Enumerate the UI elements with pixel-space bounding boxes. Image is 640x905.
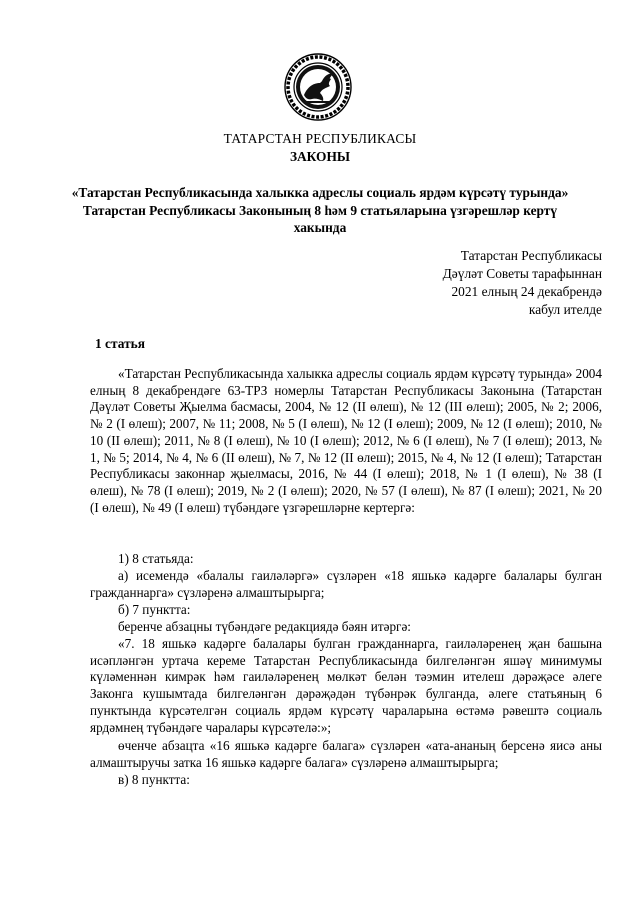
quoted-paragraph: «7. 18 яшькә кадәрге балалары булган гражданнарга, гаиләләренең җан башына исәпләнгән уртача кереме Татарстан Республикасында билгеләнгән яшәү минимумы күләменнән кимрәк һәм гаиләләренең мөлкәт белән тәэмин ителеш дәрәҗәсе әлеге Законга кушымтада билгеләнгән дәрәҗәдән түбәнрәк булганда, әлеге статьяның 6 пунктында күрсәтелгән социаль ярдәм күрсәтү чараларына өстәмә рәвештә социаль ярдәмнең түбәндәге чаралары күрсәтелә:»; bbox=[90, 636, 602, 735]
list-item: 1) 8 статьяда: bbox=[118, 551, 194, 566]
document-title bbox=[0, 184, 640, 237]
adoption-line: Татарстан Республикасы bbox=[460, 248, 602, 263]
list-item: беренче абзацны түбәндәге редакциядә бәян итәргә: bbox=[118, 619, 411, 634]
paragraph: «Татарстан Республикасында халыкка адреслы социаль ярдәм күрсәтү турында» 2004 елның 8 декабрендәге 63-ТРЗ номерлы Татарстан Республикасы Законына (Татарстан Дәүләт Советы Җыелма басмасы, 2004, № 12 (II өлеш), № 12 (III өлеш); 2005, № 2; 2006, № 2 (I өлеш); 2007, № 11; 2008, № 5 (I өлеш), № 12 (I өлеш); 2009, № 12 (I өлеш); 2010, № 10 (II өлеш); 2011, № 8 (I өлеш), № 10 (I өлеш); 2012, № 6 (I өлеш), № 7 (I өлеш); 2013, № 1, № 5; 2014, № 4, № 6 (II өлеш), № 7, № 12 (II өлеш); 2015, № 4, № 12 (I өлеш); Татарстан Республикасы законнар җыелмасы, 2016, № 44 (I өлеш); 2018, № 1 (I өлеш), № 38 (I өлеш), № 78 (I өлеш); 2019, № 2 (I өлеш); 2020, № 57 (I өлеш), № 87 (I өлеш); 2021, № 20 (I өлеш), № 49 (I өлеш) түбәндәге үзгәрешләрне кертергә: bbox=[90, 366, 602, 515]
adoption-line: кабул ителде bbox=[528, 302, 602, 317]
article-heading: 1 статья bbox=[95, 336, 145, 351]
document-title-text: «Татарстан Республикасында халыкка адреслы социаль ярдәм күрсәтү турында» Татарстан Республикасы Законының 8 һәм 9 статьяларына үзгәрешләр кертү хакында bbox=[71, 185, 569, 235]
list-item: өченче абзацта «16 яшькә кадәрге балага» сүзләрен «ата-ананың берсенә яисә аны алмаштыручы затка 16 яшькә кадәрге балага» сүзләренә алмаштырырга; bbox=[90, 738, 602, 770]
law-heading: ЗАКОНЫ bbox=[289, 149, 351, 164]
adoption-line: Дәүләт Советы тарафыннан bbox=[442, 266, 602, 281]
republic-heading: ТАТАРСТАН РЕСПУБЛИКАСЫ bbox=[223, 131, 417, 146]
list-item: в) 8 пунктта: bbox=[118, 772, 190, 787]
list-item: б) 7 пунктта: bbox=[118, 602, 191, 617]
coat-of-arms-icon bbox=[284, 53, 352, 121]
adoption-line: 2021 елның 24 декабрендә bbox=[451, 284, 602, 299]
adoption-block bbox=[400, 247, 602, 319]
list-item: а) исемендә «балалы гаиләләргә» сүзләрен «18 яшькә кадәрге балалары булган гражданнарга» сүзләренә алмаштырырга; bbox=[90, 568, 602, 600]
